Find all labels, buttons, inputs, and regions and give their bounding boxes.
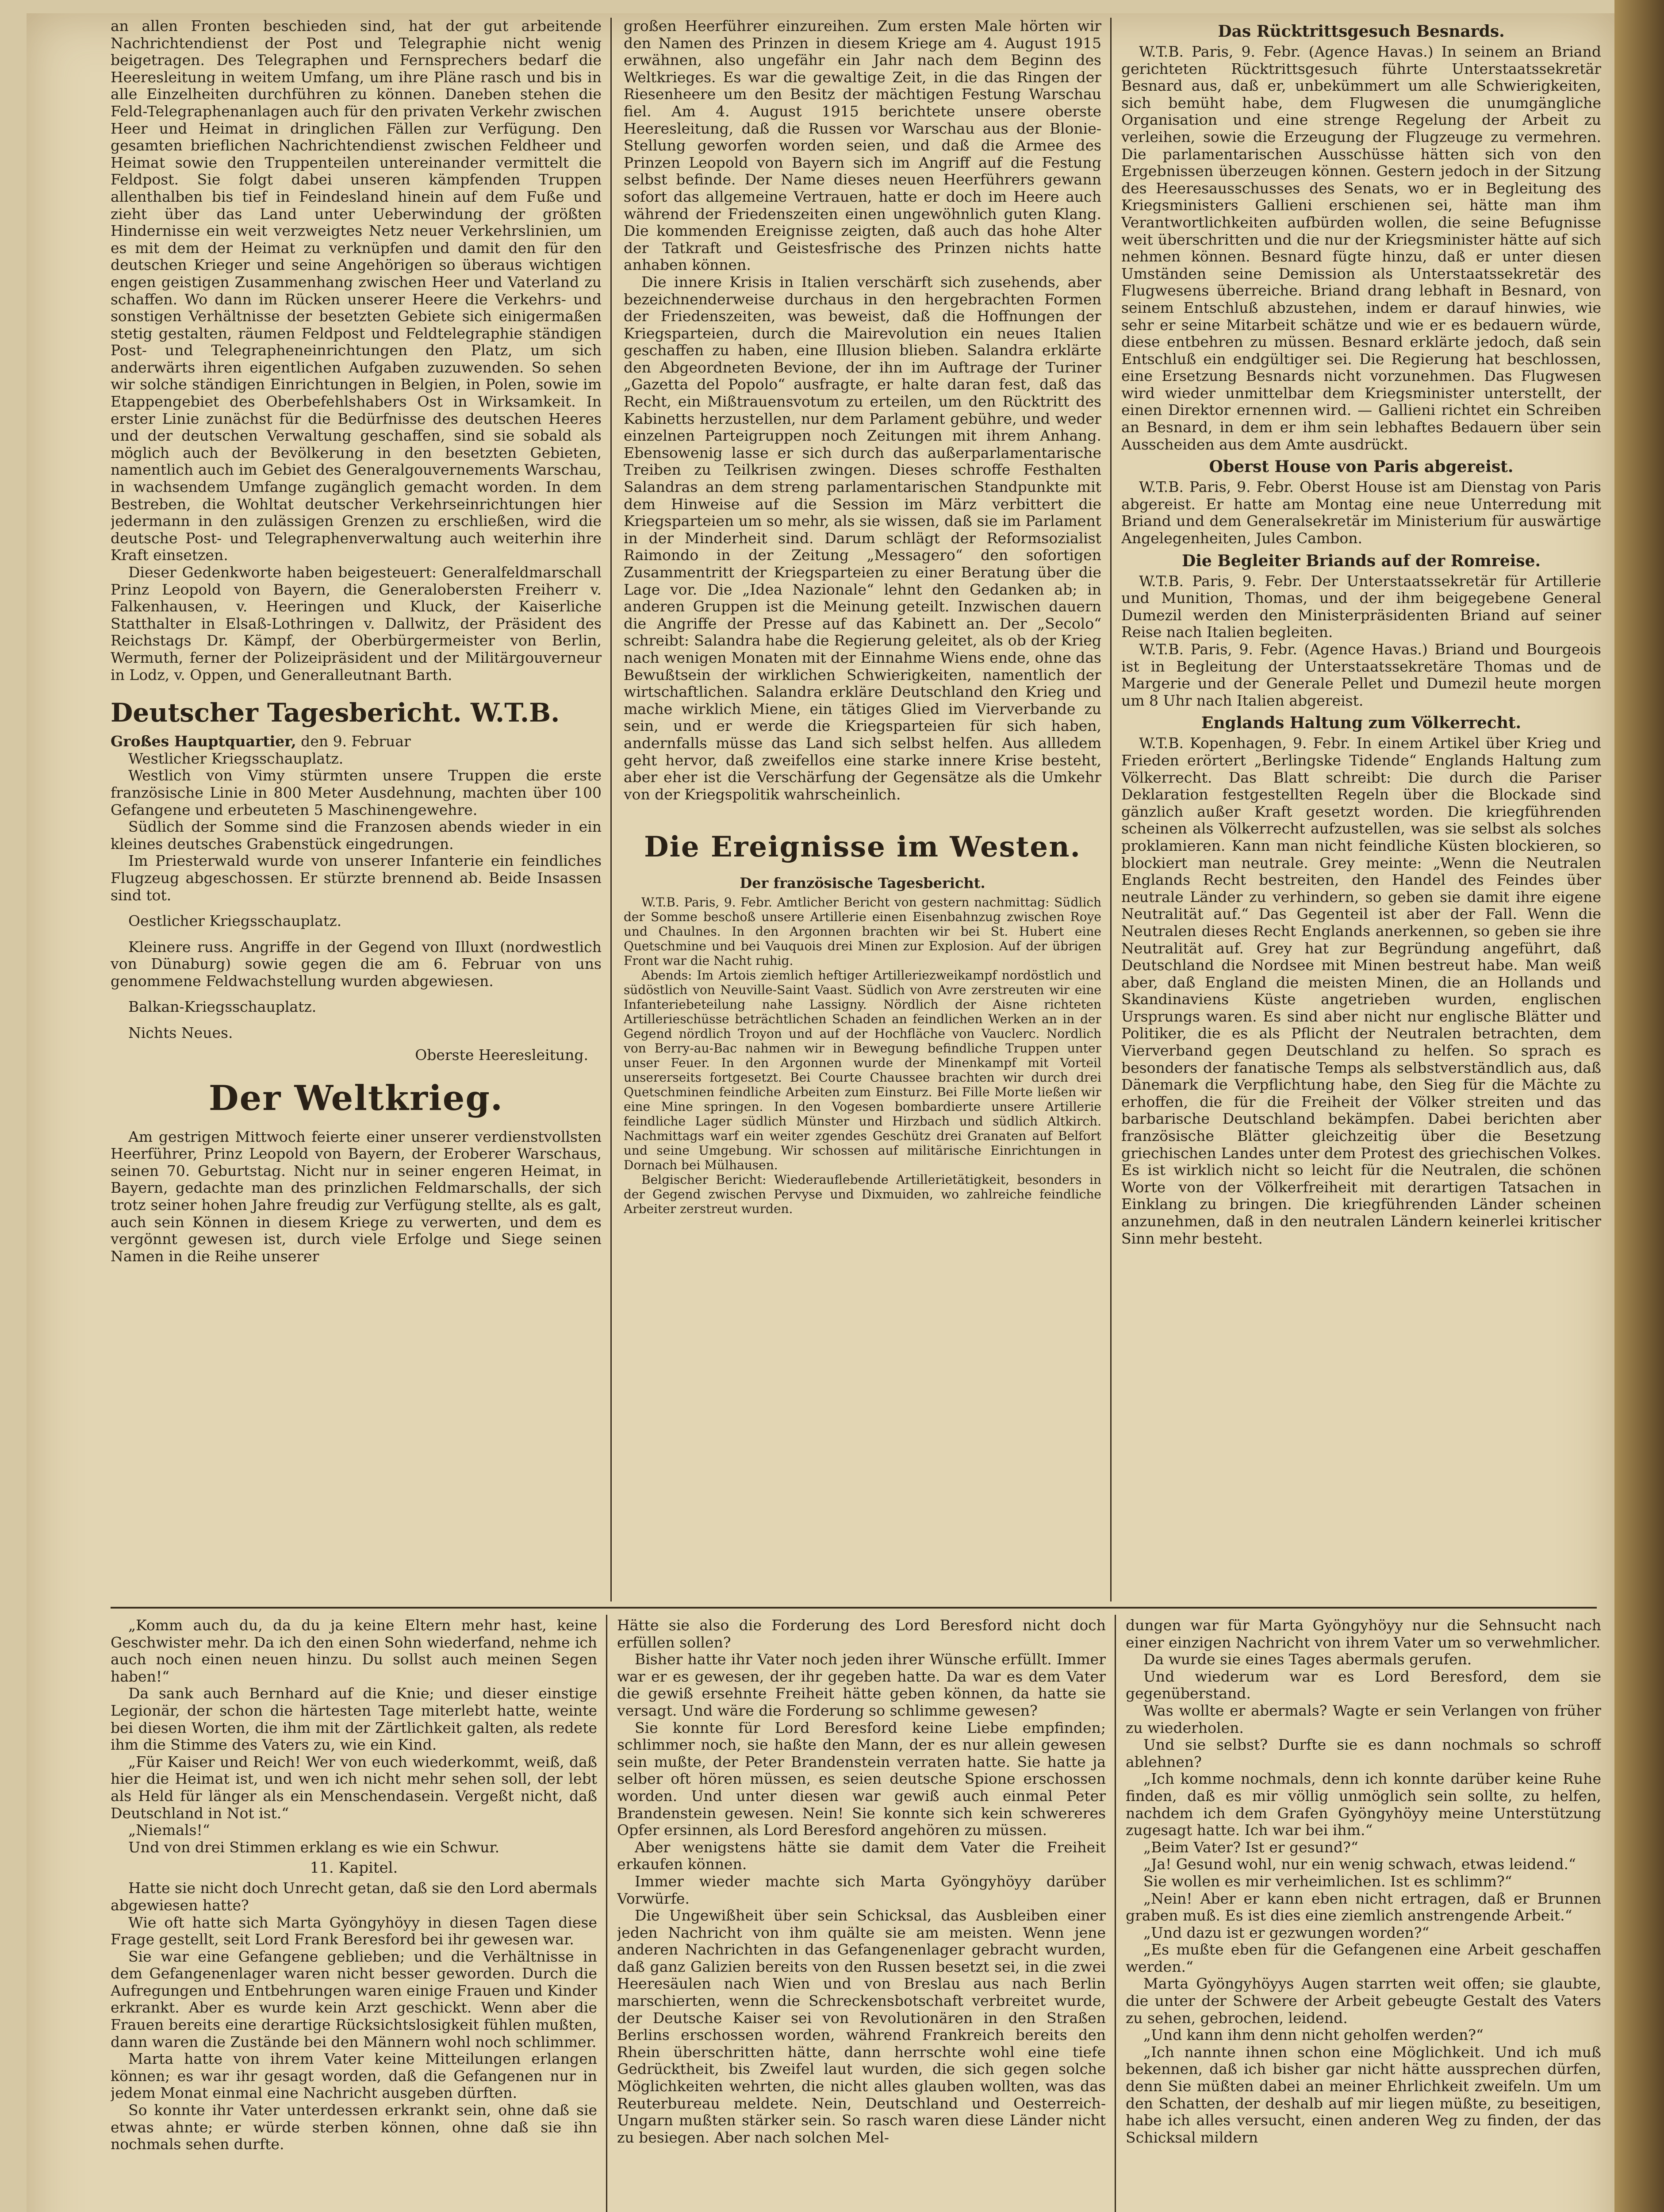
novel-rule-1 bbox=[606, 1615, 607, 2212]
novel-paragraph: Sie wollen es mir verheimlichen. Ist es schlimm?“ bbox=[1143, 1872, 1512, 1890]
novel-paragraph: Und wiederum war es Lord Beresford, dem sie gegenüberstand. bbox=[1126, 1667, 1601, 1702]
novel-paragraph: Die Ungewißheit über sein Schicksal, das Ausbleiben einer jeden Nachricht von ihm quälte sie am meisten. Wenn jene anderen Nachrichten in das Gefangenenlager gebracht wurden, daß ganz Galizien bereits von den Russen besetzt sei, in die zwei Heeresäulen nach Wien und von Breslau aus nach Berlin marschierten, wenn die Schreckensbotschaft verbreitet wurde, der Deutsche Kaiser sei von Revolutionären in den Straßen Berlins erschossen worden, während Frankreich bereits den Rhein überschritten hätte, dann herrschte wohl eine tiefe Gedrücktheit, bis Zweifel laut wurden, die sich gegen solche Möglichkeiten wehrten, die nicht alles glauben wollten, was das Reuterbureau meldete. Nein, Deutschland und Oesterreich-Ungarn mußten stärker sein. So rasch waren diese Länder nicht zu besiegen. Aber nach solchen Mel- bbox=[617, 1907, 1106, 2146]
news-column-3 bbox=[1121, 18, 1601, 1601]
balkan-report: Nichts Neues. bbox=[128, 1024, 233, 1042]
novel-rule-2 bbox=[1115, 1615, 1116, 2212]
novel-paragraph: „Niemals!“ bbox=[128, 1821, 210, 1839]
novel-paragraph: „Komm auch du, da du ja keine Eltern mehr hast, keine Geschwister mehr. Da ich den einen Sohn wiederfand, nehme ich auch noch einen neuen hinzu. Du sollst auch meinen Segen haben!“ bbox=[111, 1617, 597, 1685]
hauptquartier-date: den 9. Februar bbox=[301, 733, 411, 750]
novel-paragraph: Sie war eine Gefangene geblieben; und die Verhältnisse in dem Gefangenenlager waren nicht besser geworden. Durch die Aufregungen und Entbehrungen waren einige Frauen und Kinder erkrankt. Aber es wurde kein Arzt geschickt. Wenn aber die Frauen bereits eine derartige Rücksichtslosigkeit fühlen mußten, dann waren die Zustände bei den Männern wohl noch schlimmer. bbox=[111, 1947, 597, 2051]
house-article: W.T.B. Paris, 9. Febr. Oberst House ist am Dienstag von Paris abgereist. Er hatte am Montag eine neue Unterredung mit Briand und dem Generalsekretär im Ministerium für auswärtige Angelegenheiten, Jules Cambon. bbox=[1121, 478, 1601, 547]
novel-paragraph: „Für Kaiser und Reich! Wer von euch wiederkommt, weiß, daß hier die Heimat ist, und wen ich nicht mehr sehen soll, der lebt als Held für länger als ein Menschendasein. Vergeßt nicht, daß Deutschland in Not ist.“ bbox=[111, 1753, 597, 1822]
novel-column-2 bbox=[617, 1617, 1106, 2212]
novel-paragraph: Was wollte er abermals? Wagte er sein Verlangen von früher zu wiederholen. bbox=[1126, 1701, 1601, 1736]
franz-report-1: W.T.B. Paris, 9. Febr. Amtlicher Bericht von gestern nachmittag: Südlich der Somme beschoß unsere Artillerie einen Eisenbahnzug zwischen Roye und Chaulnes. In den Argonnen brachten wir bei St. Hubert eine Quetschmine und bei Vauquois drei Minen zur Explosion. Auf der übrigen Front war die Nacht ruhig. bbox=[624, 895, 1101, 968]
belgischer-bericht: Belgischer Bericht: Wiederauflebende Artillerietätigkeit, besonders in der Gegend zwischen Pervyse und Dixmuiden, wo zahlreiche feindliche Arbeiter zerstreut wurden. bbox=[624, 1172, 1101, 1217]
leopold-continuation: großen Heerführer einzureihen. Zum ersten Male hörten wir den Namen des Prinzen in diesem Kriege am 4. August 1915 erwähnen, also ungefähr ein Jahr nach dem Beginn des Weltkrieges. Es war die gewaltige Zeit, in die das Ringen der Riesenheere um den Besitz der mächtigen Festung Warschau fiel. Am 4. August 1915 berichtete unsere oberste Heeresleitung, daß die Russen vor Warschau aus der Blonie-Stellung geworfen worden seien, und daß die Armee des Prinzen Leopold von Bayern sich im Angriff auf die Festung selbst befinde. Der Name dieses neuen Heerführers gewann sofort das allgemeine Vertrauen, hatte er doch im Heere auch während der Friedenszeiten einen ungewöhnlich guten Klang. Die kommenden Ereignisse zeigten, daß auch das hohe Alter der Tatkraft und Geistesfrische des Prinzen nichts hatte anhaben können. bbox=[624, 18, 1101, 274]
news-column-2 bbox=[624, 18, 1101, 1601]
gedenkworte-paragraph: Dieser Gedenkworte haben beigesteuert: Generalfeldmarschall Prinz Leopold von Bayern, die Generalobersten Freiherr v. Falkenhausen, v. Heeringen und Kluck, der Kaiserliche Statthalter in Elsaß-Lothringen v. Dallwitz, der Präsident des Reichstags Dr. Kämpf, der Oberbürgermeister von Berlin, Wermuth, ferner der Polizeipräsident und der Militärgouverneur in Lodz, v. Oppen, und Generalleutnant Barth. bbox=[111, 564, 602, 684]
novel-paragraph: Da wurde sie eines Tages abermals gerufen. bbox=[1143, 1651, 1472, 1668]
besnard-heading: Das Rücktrittsgesuch Besnards. bbox=[1218, 22, 1505, 41]
novel-paragraph: Und von drei Stimmen erklang es wie ein Schwur. bbox=[128, 1838, 500, 1856]
italien-krise-article: Die innere Krisis in Italien verschärft sich zusehends, aber bezeichnenderweise durchaus in den hergebrachten Formen der Friedenszeiten, was beweist, daß die Hoffnungen der Kriegsparteien, durch die Mairevolution ein neues Italien geschaffen zu haben, eine Illusion blieben. Salandra erklärte den Abgeordneten Bevione, der ihn im Auftrage der Turiner „Gazetta del Popolo“ ausfragte, er halte daran fest, daß das Recht, ein Mißtrauensvotum zu erteilen, um den Rücktritt des Kabinetts herzustellen, nur dem Parlament gebühre, und weder einzelnen Parteigruppen noch Zeitungen mit ihrem Anhang. Ebensowenig lasse er sich durch das außerparlamentarische Treiben zu Teilkrisen zwingen. Dieses schroffe Festhalten Salandras an dem streng parlamentarischen Standpunkte mit dem Hinweise auf die Session im März verbittert die Kriegsparteien um so mehr, als sie wissen, daß sie im Parlament in der Minderheit sind. Darum schlägt der Reformsozialist Raimondo in der Zeitung „Messagero“ den sofortigen Zusammentritt der Kriegsparteien zu einer Beratung über die Lage vor. Die „Idea Nazionale“ lehnt den Gedanken ab; in anderen Gruppen ist die Meinung geteilt. Inzwischen dauern die Angriffe der Presse auf das Kabinett an. Der „Secolo“ schreibt: Salandra habe die Regierung geleitet, als ob der Krieg nach wenigen Monaten mit der Einnahme Wiens ende, ohne das Bewußtsein der wirklichen Schwierigkeiten, namentlich der wirtschaftlichen. Salandra erkläre Deutschland den Krieg und mache wirklich Miene, ein tätiges Glied im Vierverbande zu sein, und er werde die Kriegsparteien für sich haben, andernfalls müsse das Land sich selbst helfen. Aus allledem geht hervor, daß zweifellos eine starke innere Krise besteht, aber eher ist die Verschärfung der Gegensätze als die Umkehr von der Kriegspolitik wahrscheinlich. bbox=[624, 273, 1101, 803]
novel-paragraph: Hätte sie also die Forderung des Lord Beresford nicht doch erfüllen sollen? bbox=[617, 1617, 1106, 1651]
briand-begleiter-heading: Die Begleiter Briands auf der Romreise. bbox=[1181, 551, 1541, 570]
novel-paragraph: „Ja! Gesund wohl, nur ein wenig schwach, etwas leidend.“ bbox=[1143, 1855, 1576, 1873]
novel-paragraph: Bisher hatte ihr Vater noch jeden ihrer Wünsche erfüllt. Immer war er es gewesen, der ihr gegeben hatte. Da war es dem Vater die gewiß ersehnte Freiheit hätte geben können, da hatte sie versagt. Und wäre die Forderung so schlimme gewesen? bbox=[617, 1651, 1106, 1719]
heeresleitung-signature: Oberste Heeresleitung. bbox=[415, 1046, 588, 1064]
novel-paragraph: „Ich nannte ihnen schon eine Möglichkeit. Und ich muß bekennen, daß ich bisher gar nicht hätte aussprechen dürfen, denn Sie müßten dabei an meiner Ehrlichkeit zweifeln. Um um den Schatten, der deshalb auf mir liegen müßte, zu beseitigen, habe ich alles versucht, einen anderen Weg zu finden, der das Schicksal mildern bbox=[1126, 2043, 1601, 2146]
novel-paragraph: Hatte sie nicht doch Unrecht getan, daß sie den Lord abermals abgewiesen hatte? bbox=[111, 1879, 597, 1914]
novel-paragraph: „Und dazu ist er gezwungen worden?“ bbox=[1143, 1924, 1430, 1941]
novel-paragraph: Sie konnte für Lord Beresford keine Liebe empfinden; schlimmer noch, sie haßte den Mann, der es nur allein gewesen sein mußte, der Peter Brandenstein verraten hatte. Sie hatte ja selber oft hören müssen, es seien deutsche Spione erschossen worden. Und unter diesen war gewiß auch einmal Peter Brandenstein gewesen. Nein! Sie konnte sich kein schwereres Opfer ersinnen, als Lord Beresford angehören zu müssen. bbox=[617, 1719, 1106, 1839]
novel-paragraph: So konnte ihr Vater unterdessen erkrankt sein, ohne daß sie etwas ahnte; er würde sterben können, ohne daß sie ihn nochmals sehen durfte. bbox=[111, 2101, 597, 2153]
novel-paragraph: Aber wenigstens hätte sie damit dem Vater die Freiheit erkaufen können. bbox=[617, 1838, 1106, 1873]
novel-paragraph: „Es mußte eben für die Gefangenen eine Arbeit geschaffen werden.“ bbox=[1126, 1941, 1601, 1975]
novel-paragraph: dungen war für Marta Gyöngyhöyy nur die Sehnsucht nach einer einzigen Nachricht von ihrem Vater um so verwehmlicher. bbox=[1126, 1617, 1601, 1651]
west-report-1: Westlich von Vimy stürmten unsere Truppen die erste französische Linie in 800 Meter Ausdehnung, machten über 100 Gefangene und erbeuteten 5 Maschinengewehre. bbox=[111, 767, 602, 818]
novel-paragraph: Und sie selbst? Durfte sie es dann nochmals so schroff ablehnen? bbox=[1126, 1736, 1601, 1770]
east-heading: Oestlicher Kriegsschauplatz. bbox=[128, 912, 342, 930]
novel-paragraph: Immer wieder machte sich Marta Gyöngyhöyy darüber Vorwürfe. bbox=[617, 1872, 1106, 1907]
novel-paragraph: „Ich komme nochmals, denn ich konnte darüber keine Ruhe finden, daß es mir völlig unmöglich sein sollte, zu helfen, nachdem ich dem Grafen Gyöngyhöyy meine Unterstützung zugesagt hatte. Ich war bei ihm.“ bbox=[1126, 1770, 1601, 1839]
balkan-heading: Balkan-Kriegsschauplatz. bbox=[128, 998, 317, 1016]
hauptquartier-label: Großes Hauptquartier, bbox=[111, 733, 296, 750]
england-voelkerrecht-heading: Englands Haltung zum Völkerrecht. bbox=[1201, 714, 1522, 733]
west-report-2: Südlich der Somme sind die Franzosen abends wieder in ein kleines deutsches Grabenstück eingedrungen. bbox=[111, 818, 602, 853]
tagesbericht-title: Deutscher Tagesbericht. W.T.B. bbox=[111, 698, 560, 728]
novel-column-1 bbox=[111, 1617, 597, 2212]
west-heading: Westlicher Kriegsschauplatz. bbox=[128, 749, 344, 767]
column-rule-1 bbox=[610, 18, 612, 1601]
franzoesischer-bericht-heading: Der französische Tagesbericht. bbox=[740, 875, 985, 892]
binding-edge bbox=[1614, 0, 1664, 2212]
news-column-1 bbox=[111, 18, 602, 1601]
briand-begleiter-article: W.T.B. Paris, 9. Febr. Der Unterstaatssekretär für Artillerie und Munition, Thomas, und der ihm beigegebene General Dumezil werden den Ministerpräsidenten Briand auf seiner Reise nach Italien begleiten. bbox=[1121, 572, 1601, 641]
franz-report-2: Abends: Im Artois ziemlich heftiger Artilleriezweikampf nordöstlich und südöstlich von Neuville-Saint Vaast. Südlich von Avre zerstreuten wir eine Infanteriebeteilung nahe Lassigny. Nördlich der Aisne richteten Artillerieschüsse beträchtlichen Schaden an feindlichen Werken an in der Gegend nördlich Troyon und auf der Hochfläche von Vauclerc. Nordlich von Berry-au-Bac nahmen wir in Bewegung befindliche Truppen unter unser Feuer. In den Argonnen wurde der Minenkampf mit Vorteil unsererseits fortgesetzt. Bei Courte Chaussee brachten wir durch drei Quetschminen feindliche Arbeiten zum Einsturz. Bei Fille Morte ließen wir eine Mine springen. In den Vogesen bombardierte unsere Artillerie feindliche Lager südlich Münster und Hirzbach und südlich Altkirch. Nachmittags warf ein weiter zgendes Geschütz drei Granaten auf Belfort und seine Umgebung. Wir schossen auf militärische Einrichtungen in Dornach bei Mülhausen. bbox=[624, 968, 1101, 1173]
weltkrieg-paragraph: Am gestrigen Mittwoch feierte einer unserer verdienstvollsten Heerführer, Prinz Leopold von Bayern, der Eroberer Warschaus, seinen 70. Geburtstag. Nicht nur in seiner engeren Heimat, in Bayern, gedachte man des prinzlichen Feldmarschalls, der sich trotz seiner hohen Jahre freudig zur Verfügung stellte, als es galt, auch sein Können in diesem Kriege zu verwerten, und dem es vergönnt gewesen ist, durch viele Erfolge und Siege seinen Namen in die Reihe unserer bbox=[111, 1128, 602, 1265]
novel-paragraph: Wie oft hatte sich Marta Gyöngyhöyy in diesen Tagen diese Frage gestellt, seit Lord Frank Beresford bei ihr gewesen war. bbox=[111, 1913, 597, 1948]
novel-column-3 bbox=[1126, 1617, 1601, 2212]
feuilleton-divider bbox=[111, 1607, 1597, 1609]
briand-abreise-article: W.T.B. Paris, 9. Febr. (Agence Havas.) Briand und Bourgeois ist in Begleitung der Unterstaatssekretäre Thomas und de Margerie und der Generale Pellet und Dumezil heute morgen um 8 Uhr nach Italien abgereist. bbox=[1121, 641, 1601, 709]
england-voelkerrecht-article: W.T.B. Kopenhagen, 9. Febr. In einem Artikel über Krieg und Frieden erörtert „Berlingske Tidende“ Englands Haltung zum Völkerrecht. Das Blatt schreibt: Die durch die Pariser Deklaration festgestellten Regeln über die Blockade sind gänzlich außer Kraft gesetzt worden. Die kriegführenden scheinen als Völkerrecht aufzustellen, was sie selbst als solches proklamieren. Kann man nicht feindliche Küsten blockieren, so blockiert man neutrale. Grey meinte: „Wenn die Neutralen Englands Recht bestreiten, den Handel des Feindes über neutrale Länder zu verhindern, so geben sie damit ihre eigene Neutralität auf.“ Das Gegenteil ist aber der Fall. Wenn die Neutralen dieses Recht Englands anerkennen, so geben sie ihre Neutralität auf. Grey hat zur Begründung angeführt, daß Deutschland die Nordsee mit Minen bestreut habe. Man weiß aber, daß England die meisten Minen, die an Hollands und Skandinaviens Küste angetrieben wurden, englischen Ursprungs waren. Es sind aber nicht nur englische Blätter und Politiker, die es als Pflicht der Neutralen betrachten, dem Vierverband gegen Deutschland zu helfen. So sprach es besonders der fanatische Temps als selbstverständlich aus, daß Dänemark die Verpflichtung habe, den Sieg für die Mächte zu erhoffen, die für die Freiheit der Völker streiten und das barbarische Deutschland bekämpfen. Dabei berichten aber französische Blätter gleichzeitig über die Besetzung griechischen Landes unter dem Protest des griechischen Volkes. Es ist wirklich nicht so leicht für die Neutralen, die schönen Worte von der Völkerfreiheit mit derartigen Tatsachen in Einklang zu bringen. Die kriegführenden Länder scheinen anzunehmen, daß in den neutralen Ländern keinerlei kritischer Sinn mehr besteht. bbox=[1121, 734, 1601, 1247]
house-heading: Oberst House von Paris abgereist. bbox=[1209, 457, 1514, 476]
feldpost-article: an allen Fronten beschieden sind, hat der gut arbeitende Nachrichtendienst der Post und Telegraphie nicht wenig beigetragen. Des Telegraphen und Fernsprechers bedarf die Heeresleitung in weitem Umfang, um ihre Pläne rasch und bis in alle Einzelheiten durchführen zu können. Daneben stehen die Feld-Telegraphenanlagen auch für den privaten Verkehr zwischen Heer und Heimat in dringlichen Fällen zur Verfügung. Den gesamten brieflichen Nachrichtendienst zwischen Feldheer und Heimat sowie den Truppenteilen untereinander vermittelt die Feldpost. Sie folgt dabei unseren kämpfenden Truppen allenthalben bis tief in Feindesland hinein auf dem Fuße und zieht über das Land unter Ueberwindung der größten Hindernisse ein weit verzweigtes Netz neuer Verkehrslinien, um es mit dem der Heimat zu verknüpfen und damit den für den deutschen Krieger und seine Angehörigen so überaus wichtigen engen geistigen Zusammenhang zwischen Heer und Vaterland zu schaffen. Wo dann im Rücken unserer Heere die Verkehrs- und sonstigen Verhältnisse der besetzten Gebiete sich einigermaßen stetig gestalten, räumen Feldpost und Feldtelegraphie ständigen Post- und Telegrapheneinrichtungen den Platz, um sich anderwärts ihren eigentlichen Aufgaben zuzuwenden. So sehen wir solche ständigen Einrichtungen in Belgien, in Polen, sowie im Etappengebiet des Oberbefehlshabers Ost in Wirksamkeit. In erster Linie zunächst für die Bedürfnisse des deutschen Heeres und der deutschen Verwaltung geschaffen, sind sie sobald als möglich auch der Bevölkerung in den besetzten Gebieten, namentlich auch im Gebiet des Generalgouvernements Warschau, in wachsendem Umfange zugänglich gemacht worden. In dem Bestreben, die Wohltat deutscher Verkehrseinrichtungen hier jedermann in den zulässigen Grenzen zu erschließen, wird die deutsche Post- und Telegraphenverwaltung auch weiterhin ihre Kraft einsetzen. bbox=[111, 18, 602, 564]
novel-paragraph: „Nein! Aber er kann eben nicht ertragen, daß er Brunnen graben muß. Es ist dies eine ziemlich anstrengende Arbeit.“ bbox=[1126, 1889, 1601, 1924]
ereignisse-westen-title: Die Ereignisse im Westen. bbox=[644, 830, 1081, 864]
novel-paragraph: Marta Gyöngyhöyys Augen starrten weit offen; sie glaubte, die unter der Schwere der Arbeit gebeugte Gestalt des Vaters zu sehen, gebrochen, leidend. bbox=[1126, 1975, 1601, 2027]
east-report: Kleinere russ. Angriffe in der Gegend von Illuxt (nordwestlich von Dünaburg) sowie gegen die am 6. Februar von uns genommene Feldwachstellung wurden abgewiesen. bbox=[111, 938, 602, 990]
novel-paragraph: „Und kann ihm denn nicht geholfen werden?“ bbox=[1143, 2026, 1484, 2044]
chapter-heading: 11. Kapitel. bbox=[310, 1859, 398, 1877]
west-report-3: Im Priesterwald wurde von unserer Infanterie ein feindliches Flugzeug abgeschossen. Er stürzte brennend ab. Beide Insassen sind tot. bbox=[111, 852, 602, 904]
column-rule-2 bbox=[1110, 18, 1112, 1601]
weltkrieg-title: Der Weltkrieg. bbox=[208, 1078, 504, 1118]
novel-paragraph: Da sank auch Bernhard auf die Knie; und dieser einstige Legionär, der schon die härtesten Tage miterlebt hatte, weinte bei diesen Worten, die ihm mit der Zärtlichkeit galten, als redete ihm die Stimme des Vaters zu, wie ein Kind. bbox=[111, 1685, 597, 1754]
novel-paragraph: „Beim Vater? Ist er gesund?“ bbox=[1143, 1838, 1358, 1856]
besnard-article: W.T.B. Paris, 9. Febr. (Agence Havas.) In seinem an Briand gerichteten Rücktrittsgesuch führte Unterstaatssekretär Besnard aus, daß er, unbekümmert um alle Schwierigkeiten, sich bemüht habe, dem Flugwesen die unumgängliche Organisation und eine strenge Regelung der Arbeit zu verleihen, sowie die Erzeugung der Flugzeuge zu vermehren. Die parlamentarischen Ausschüsse hätten sich von den Ergebnissen überzeugen können. Gestern jedoch in der Sitzung des Heeresausschusses des Senats, wo er in Begleitung des Kriegsministers Gallieni erschienen sei, hätte man ihm Verantwortlichkeiten aufbürden wollen, die seine Befugnisse weit überschritten und die nur der Kriegsminister hätte auf sich nehmen können. Besnard fügte hinzu, daß er unter diesen Umständen seine Demission als Unterstaatssekretär des Flugwesens überreiche. Briand drang lebhaft in Besnard, von seinem Entschluß abzustehen, indem er darauf hinwies, wie sehr er seine Mitarbeit schätze und wie er es bedauern würde, diese entbehren zu müssen. Besnard erklärte jedoch, daß sein Entschluß ein endgültiger sei. Die Regierung hat beschlossen, eine Ersetzung Besnards nicht vorzunehmen. Das Flugwesen wird wieder unmittelbar dem Kriegsminister unterstellt, der einen Direktor ernennen wird. — Gallieni richtet ein Schreiben an Besnard, in dem er ihm sein lebhaftes Bedauern über sein Ausscheiden aus dem Amte ausdrückt. bbox=[1121, 43, 1601, 453]
novel-paragraph: Marta hatte von ihrem Vater keine Mitteilungen erlangen können; es war ihr gesagt worden, daß die Gefangenen nur in jedem Monat einmal eine Nachricht ausgeben dürften. bbox=[111, 2050, 597, 2102]
